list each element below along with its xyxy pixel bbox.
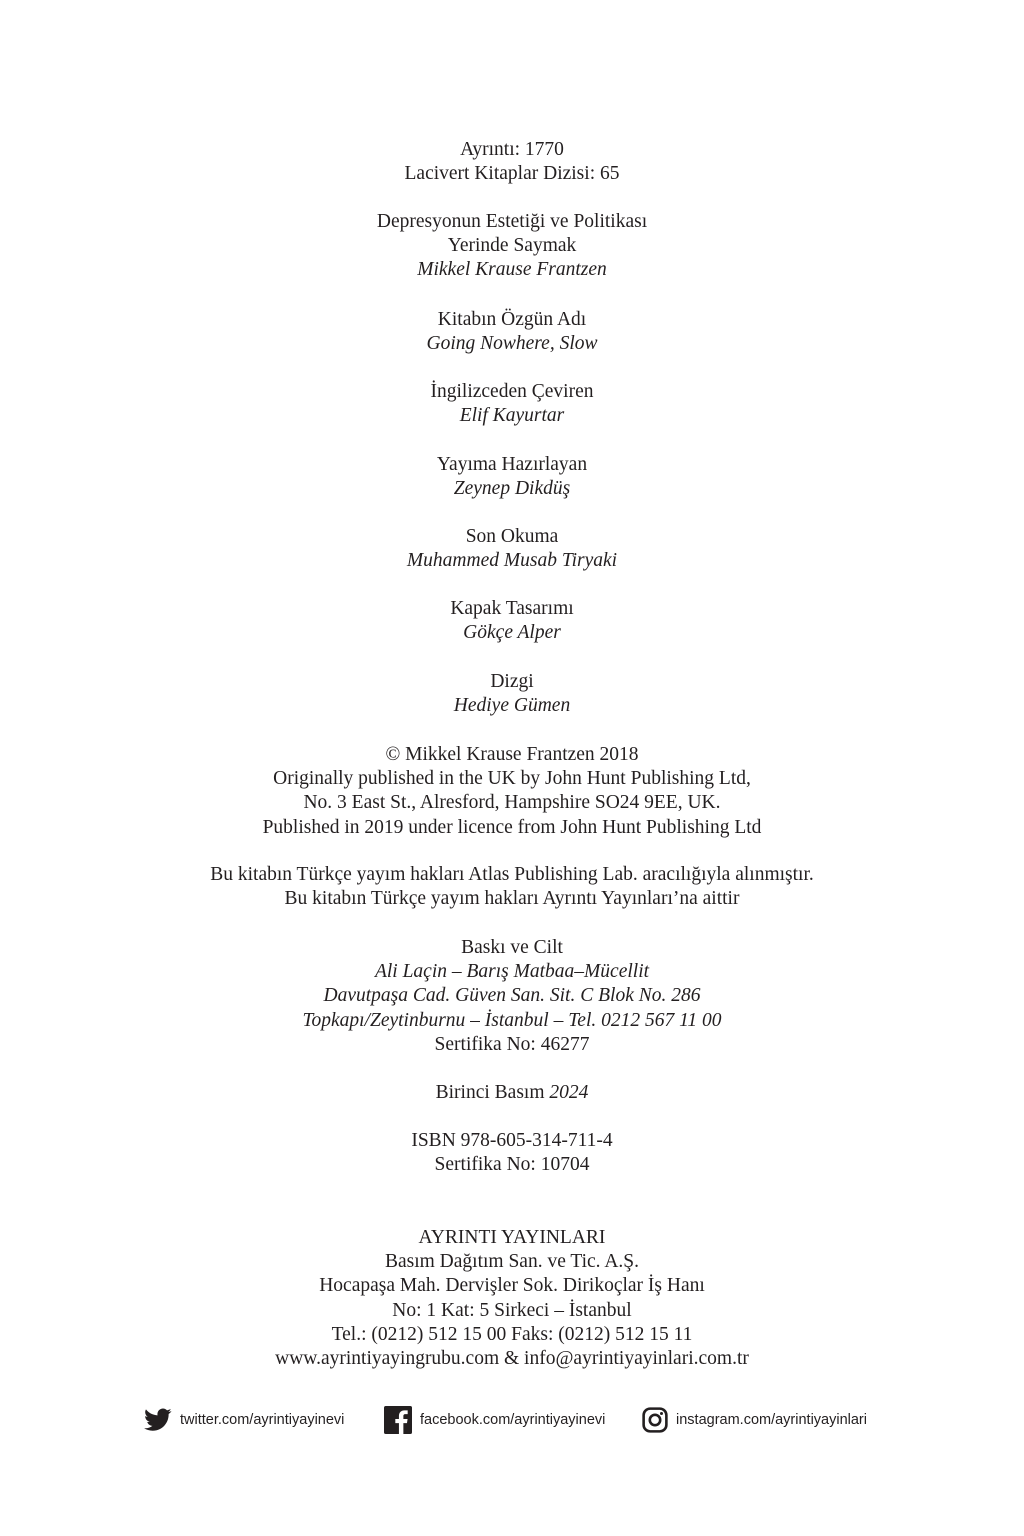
original-title-value: Going Nowhere, Slow [426,333,598,355]
translator-label: İngilizceden Çeviren [430,381,594,402]
printing-label: Baskı ve Cilt [461,937,563,958]
editor-value: Zeynep Dikdüş [453,478,571,500]
facebook-icon [384,1406,420,1434]
series-block [0,138,1024,186]
isbn-line: ISBN 978-605-314-711-4 [411,1130,613,1151]
instagram-icon [642,1407,676,1433]
printing-line: Topkapı/Zeytinburnu – İstanbul – Tel. 0212 567 11 00 [302,1009,722,1031]
translator-block [0,380,1024,428]
rights-line: Bu kitabın Türkçe yayım hakları Ayrıntı Yayınları’na aittir [284,888,740,910]
social-instagram [642,1404,867,1436]
cover-design-block [0,597,1024,645]
proofreading-label: Son Okuma [465,526,559,547]
typesetting-label: Dizgi [490,671,534,692]
book-block [0,210,1024,283]
twitter-icon [144,1408,180,1432]
rights-block [0,863,1024,911]
typesetting-value: Hediye Gümen [453,695,571,717]
facebook-link[interactable]: facebook.com/ayrintiyayinevi [420,1412,606,1428]
editor-label: Yayıma Hazırlayan [436,454,588,475]
twitter-link[interactable]: twitter.com/ayrintiyayinevi [180,1412,345,1428]
copyright-line: Originally published in the UK by John Hunt Publishing Ltd, [273,768,751,790]
social-twitter [144,1404,344,1436]
copyright-line: No. 3 East St., Alresford, Hampshire SO24 9EE, UK. [303,792,721,814]
printing-certificate: Sertifika No: 46277 [434,1033,590,1055]
instagram-link[interactable]: instagram.com/ayrintiyayinlari [676,1412,867,1428]
publisher-line: Tel.: (0212) 512 15 00 Faks: (0212) 512 15 11 [331,1323,693,1345]
publisher-block [0,1226,1024,1371]
translator-value: Elif Kayurtar [459,405,565,427]
edition-label: Birinci Basım [435,1082,545,1103]
proofreading-block [0,525,1024,573]
publisher-line: No: 1 Kat: 5 Sirkeci – İstanbul [392,1299,632,1321]
isbn-certificate: Sertifika No: 10704 [434,1154,590,1176]
rights-line: Bu kitabın Türkçe yayım hakları Atlas Publishing Lab. aracılığıyla alınmıştır. [210,864,814,885]
copyright-block [0,743,1024,840]
original-title-block [0,308,1024,356]
publisher-line: Hocapaşa Mah. Dervişler Sok. Dirikoçlar İş Hanı [319,1275,705,1297]
cover-design-label: Kapak Tasarımı [450,598,574,619]
printing-line: Davutpaşa Cad. Güven San. Sit. C Blok No. 286 [323,985,701,1007]
printing-block [0,936,1024,1057]
series-number: Ayrıntı: 1770 [460,139,564,160]
copyright-line: Published in 2019 under licence from John Hunt Publishing Ltd [262,816,762,838]
series-name: Lacivert Kitaplar Dizisi: 65 [404,163,620,185]
printing-line: Ali Laçin – Barış Matbaa–Mücellit [374,961,650,983]
publisher-web: www.ayrintiyayingrubu.com & info@ayrintiyayinlari.com.tr [275,1348,749,1370]
publisher-name: AYRINTI YAYINLARI [418,1227,606,1248]
copyright-line: © Mikkel Krause Frantzen 2018 [385,744,639,765]
book-author: Mikkel Krause Frantzen [417,259,607,281]
edition-year: 2024 [549,1082,589,1103]
isbn-block [0,1129,1024,1177]
original-title-label: Kitabın Özgün Adı [437,309,587,330]
proofreading-value: Muhammed Musab Tiryaki [406,550,618,572]
book-title: Depresyonun Estetiği ve Politikası [376,211,648,232]
publisher-line: Basım Dağıtım San. ve Tic. A.Ş. [384,1251,640,1273]
book-subtitle: Yerinde Saymak [447,235,577,257]
cover-design-value: Gökçe Alper [463,622,561,644]
social-facebook [384,1404,605,1436]
typesetting-block [0,670,1024,718]
editor-block [0,453,1024,501]
edition-block [0,1081,1024,1105]
edition-line [0,1081,1024,1105]
